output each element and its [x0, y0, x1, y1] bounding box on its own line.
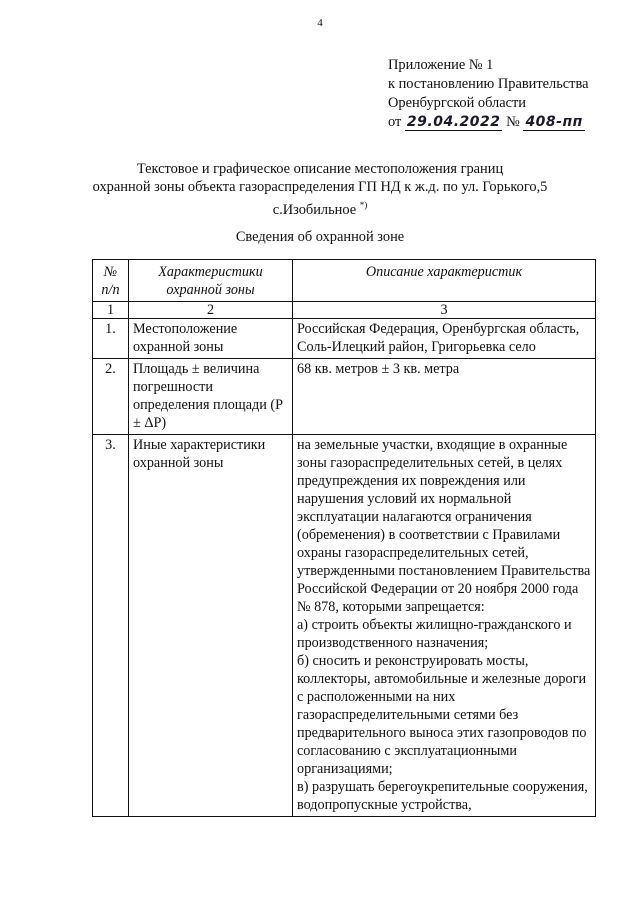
section-subtitle: Сведения об охранной зоне	[235, 229, 405, 245]
appendix-date-line	[388, 113, 628, 132]
header-num: № п/п	[93, 260, 129, 302]
handwritten-date: 29.04.2022	[406, 114, 501, 130]
appendix-block	[388, 56, 628, 132]
restriction-item-c: в) разрушать берегоукрепительные сооружения, водопропускные устройства,	[297, 779, 588, 813]
document-title	[60, 160, 580, 219]
title-place: с.Изобильное	[272, 201, 357, 218]
row-description: 68 кв. метров ± 3 кв. метра	[293, 359, 596, 435]
appendix-region-line: Оренбургской области	[388, 95, 526, 111]
header-description: Описание характеристик	[293, 260, 596, 302]
row-number: 1.	[93, 319, 129, 359]
footnote-mark: *)	[359, 200, 368, 210]
title-line-1: Текстовое и графическое описание местоположения границ	[136, 161, 504, 177]
column-number: 1	[93, 302, 129, 319]
appendix-decree-line: к постановлению Правительства	[388, 76, 589, 92]
number-label: №	[506, 114, 520, 130]
row-number: 3.	[93, 435, 129, 817]
page-number: 4	[317, 17, 323, 29]
table-header-row	[93, 260, 596, 302]
table-row	[93, 435, 596, 817]
row-number: 2.	[93, 359, 129, 435]
handwritten-number: 408-пп	[525, 114, 583, 130]
title-line-3	[60, 196, 580, 219]
row-characteristic: Площадь ± величина погрешности определения площади (P ± ΔP)	[129, 359, 293, 435]
appendix-title: Приложение № 1	[388, 57, 494, 73]
restriction-item-b: б) сносить и реконструировать мосты, коллекторы, автомобильные и железные дороги с расположенными на них газораспределительными сетями без предварительного выноса этих газопроводов по согласованию с эксплуатационными организациями;	[297, 653, 587, 777]
restriction-item-a: а) строить объекты жилищно-гражданского и производственного назначения;	[297, 617, 572, 651]
column-number: 3	[293, 302, 596, 319]
column-number-row	[93, 302, 596, 319]
restrictions-intro: на земельные участки, входящие в охранные зоны газораспределительных сетей, в целях предупреждения их повреждения или нарушения условий их нормальной эксплуатации налагаются ограничения (обременения) в соответствии с Правилами охраны газораспределительных сетей, утвержденными постановлением Правительства Российской Федерации от 20 ноября 2000 года № 878, которыми запрещается:	[297, 437, 591, 615]
row-characteristic: Местоположение охранной зоны	[129, 319, 293, 359]
header-characteristic: Характеристики охранной зоны	[129, 260, 293, 302]
row-description: Российская Федерация, Оренбургская область, Соль-Илецкий район, Григорьевка село	[293, 319, 596, 359]
protection-zone-table	[92, 259, 596, 817]
row-characteristic: Иные характеристики охранной зоны	[129, 435, 293, 817]
row-description	[293, 435, 596, 817]
title-line-2: охранной зоны объекта газораспределения ГП НД к ж.д. по ул. Горького,5	[92, 179, 548, 195]
from-label: от	[388, 114, 402, 130]
column-number: 2	[129, 302, 293, 319]
table-row	[93, 359, 596, 435]
table-row	[93, 319, 596, 359]
